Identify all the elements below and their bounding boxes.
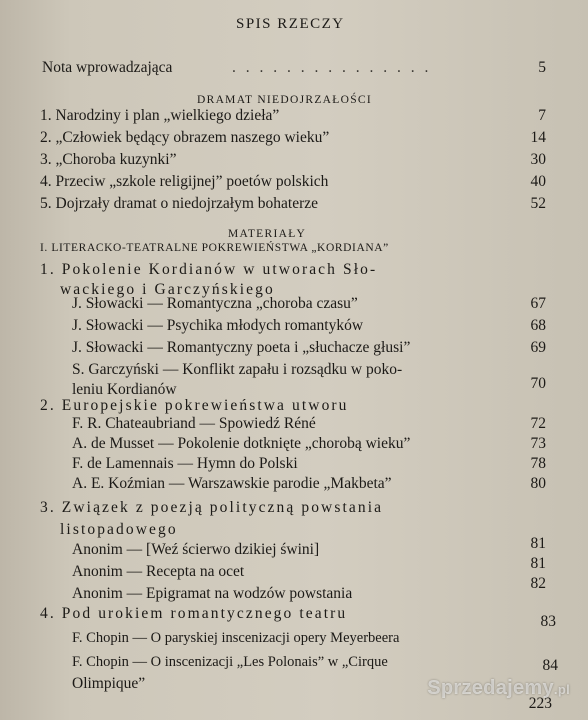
group-title: 1. Pokolenie Kordianów w utworach Sło- (40, 261, 378, 278)
toc-entry: 3. „Choroba kuzynki” (40, 151, 177, 168)
toc-entry: 1. Narodziny i plan „wielkiego dzieła” (40, 107, 280, 124)
toc-entry: J. Słowacki — Romantyczna „choroba czasu” (72, 295, 358, 312)
toc-page: 52 (530, 195, 546, 212)
toc-entry: Anonim — Epigramat na wodzów powstania (72, 585, 353, 602)
toc-page: 40 (530, 173, 546, 190)
toc-page: 68 (530, 317, 546, 334)
toc-entry: 5. Dojrzały dramat o niedojrzałym bohaterze (40, 195, 319, 212)
toc-entry: F. Chopin — O paryskiej inscenizacji opery Meyerbeera (72, 630, 400, 646)
toc-entry: J. Słowacki — Psychika młodych romantyków (72, 317, 364, 334)
toc-entry: A. de Musset — Pokolenie dotknięte „chorobą wieku” (72, 435, 411, 452)
toc-page: 14 (530, 129, 546, 146)
toc-entry: leniu Kordianów (72, 381, 177, 398)
page-number: 223 (528, 695, 552, 712)
toc-page: 83 (540, 613, 556, 630)
leader-dots: . . . . . . . . . . . . . . . (232, 59, 432, 76)
subsection-heading: I. LITERACKO-TEATRALNE POKREWIEŃSTWA „KORDIANA” (40, 242, 389, 254)
toc-page: 67 (530, 295, 546, 312)
toc-page: 70 (530, 375, 546, 392)
page-title: SPIS RZECZY (236, 16, 345, 32)
watermark-text: Sprzedajemy (427, 677, 554, 699)
toc-entry: S. Garczyński — Konflikt zapału i rozsądku w poko- (72, 361, 403, 378)
toc-entry: F. R. Chateaubriand — Spowiedź Réné (72, 415, 316, 432)
toc-page: 84 (542, 657, 558, 674)
toc-entry: F. Chopin — O inscenizacji „Les Polonais” w „Cirque (72, 654, 388, 670)
toc-page: 78 (530, 455, 546, 472)
toc-page: 73 (530, 435, 546, 452)
toc-entry: Anonim — Recepta na ocet (72, 563, 245, 580)
toc-entry: Olimpique” (72, 675, 146, 692)
toc-page: 82 (530, 575, 546, 592)
group-title: 3. Związek z poezją polityczną powstania (40, 499, 384, 516)
toc-entry: A. E. Koźmian — Warszawskie parodie „Makbeta” (72, 475, 392, 492)
watermark-logo (427, 677, 570, 700)
toc-page: 7 (538, 107, 546, 124)
group-title: listopadowego (60, 521, 178, 538)
toc-page: 72 (530, 415, 546, 432)
toc-entry: 2. „Człowiek będący obrazem naszego wieku” (40, 129, 330, 146)
toc-page: 81 (530, 535, 546, 552)
toc-page: 30 (530, 151, 546, 168)
section-heading: DRAMAT NIEDOJRZAŁOŚCI (197, 94, 372, 106)
toc-page: 81 (530, 555, 546, 572)
toc-page: 80 (530, 475, 546, 492)
group-title: 2. Europejskie pokrewieństwa utworu (40, 397, 349, 414)
intro-label: Nota wprowadzająca (42, 59, 173, 76)
group-title: 4. Pod urokiem romantycznego teatru (40, 605, 348, 622)
watermark-tld: .pl (553, 682, 570, 697)
toc-entry: Anonim — [Weź ścierwo dzikiej świni] (72, 541, 320, 558)
group-title: wackiego i Garczyńskiego (60, 281, 275, 298)
toc-entry: J. Słowacki — Romantyczny poeta i „słuchacze głusi” (72, 339, 411, 356)
section-heading: MATERIAŁY (228, 228, 307, 240)
toc-entry: F. de Lamennais — Hymn do Polski (72, 455, 298, 472)
toc-page: 69 (530, 339, 546, 356)
intro-page: 5 (538, 59, 546, 76)
toc-entry: 4. Przeciw „szkole religijnej” poetów polskich (40, 173, 329, 190)
